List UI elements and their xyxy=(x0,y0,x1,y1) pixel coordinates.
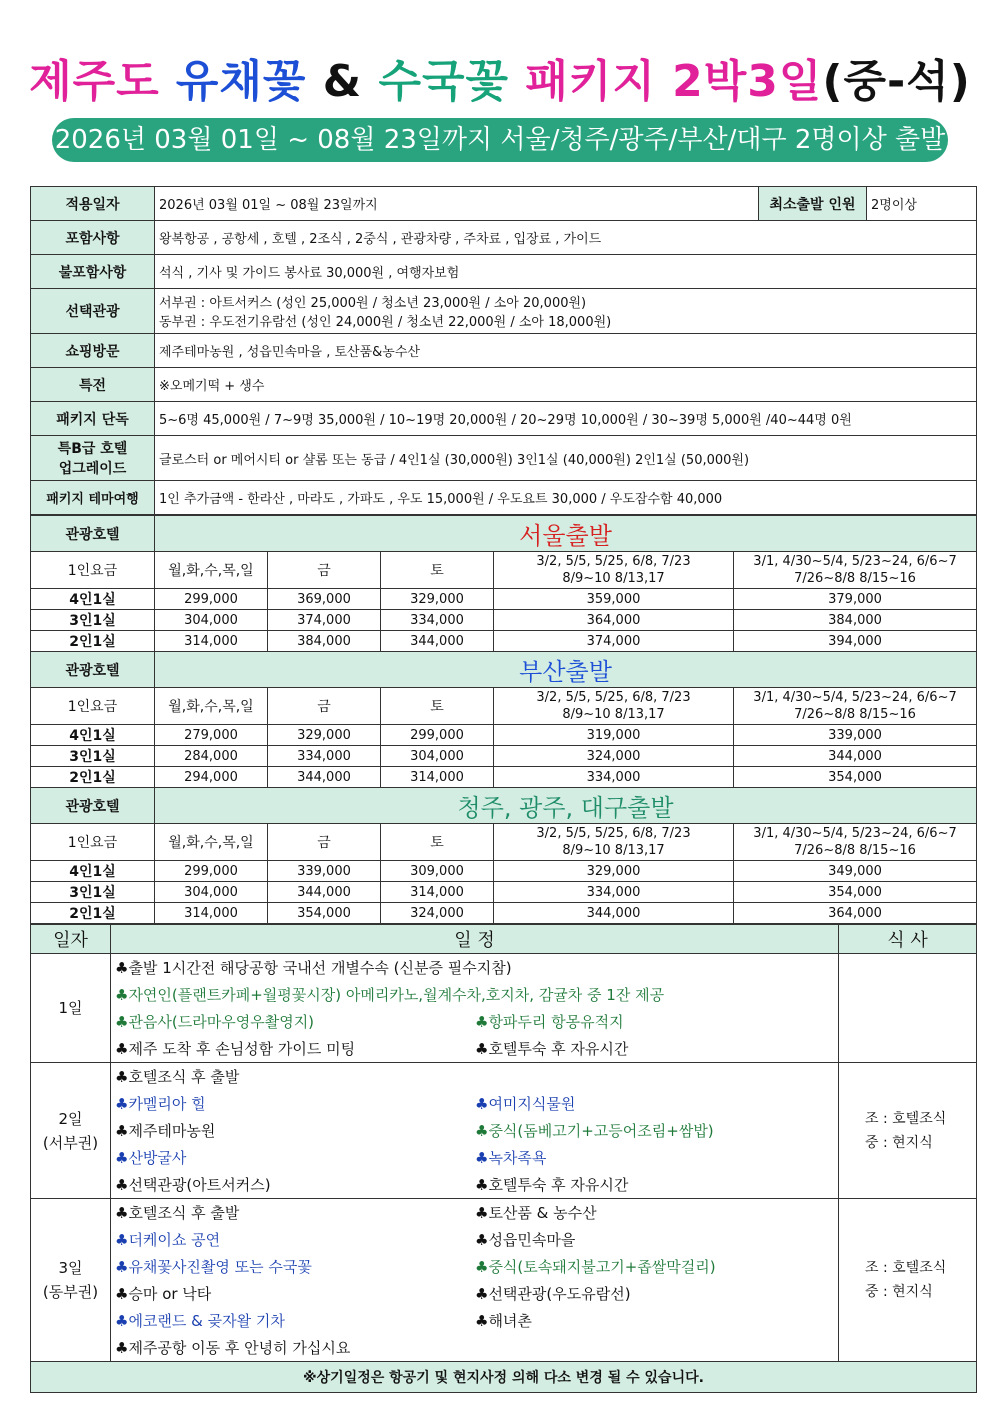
plan-item: ♣호텔투숙 후 자유시간 xyxy=(475,1176,629,1194)
price-cell: 344,000 xyxy=(494,903,734,924)
plan-item: ♣해녀촌 xyxy=(475,1312,532,1330)
col-saturday: 토 xyxy=(381,552,494,589)
per-person-label: 1인요금 xyxy=(31,688,155,725)
price-cell: 344,000 xyxy=(268,767,381,788)
plan-item: ♣녹차족욕 xyxy=(475,1149,547,1167)
col-weekday: 월,화,수,목,일 xyxy=(155,824,268,861)
price-cell: 314,000 xyxy=(155,903,268,924)
room-type: 2인1실 xyxy=(31,903,155,924)
price-cell: 339,000 xyxy=(268,861,381,882)
price-cell: 324,000 xyxy=(494,746,734,767)
upgrade-label-line: 업그레이드 xyxy=(58,461,127,477)
day-2 xyxy=(31,1063,111,1199)
room-type: 4인1실 xyxy=(31,725,155,746)
meal-item: 조 : 호텔조식 xyxy=(865,1110,947,1127)
price-cell: 339,000 xyxy=(734,725,977,746)
peak-dates: 3/1, 4/30~5/4, 5/23~24, 6/6~7 xyxy=(753,690,957,705)
itin-head-plan: 일 정 xyxy=(111,925,839,954)
price-cell: 299,000 xyxy=(381,725,494,746)
plan-item: ♣항파두리 항몽유적지 xyxy=(475,1013,624,1031)
opt-label: 선택관광 xyxy=(31,289,155,334)
peak-dates: 3/2, 5/5, 5/25, 6/8, 7/23 xyxy=(536,554,691,569)
day-sub: (동부권) xyxy=(42,1283,99,1301)
peak-dates: 7/26~8/8 8/15~16 xyxy=(794,571,916,586)
plan-item: ♣자연인(플랜트카페+월평꽃시장) 아메리카노,월계수차,호지차, 감귤차 중 1잔 제공 xyxy=(115,986,665,1004)
incl-value: 왕복항공 , 공항세 , 호텔 , 2조식 , 2중식 , 관광차량 , 주차료 , 입장료 , 가이드 xyxy=(155,221,977,255)
price-cell: 344,000 xyxy=(734,746,977,767)
plan-item: ♣출발 1시간전 해당공항 국내선 개별수속 (신분증 필수지참) xyxy=(115,959,512,977)
upgrade-value: 글로스터 or 메어시티 or 샬롬 또는 동급 / 4인1실 (30,000원) 3인1실 (40,000원) 2인1실 (50,000원) xyxy=(155,436,977,481)
col-peak1 xyxy=(494,824,734,861)
col-friday: 금 xyxy=(268,824,381,861)
day-2-plan xyxy=(111,1063,839,1199)
day-3 xyxy=(31,1199,111,1362)
price-cell: 324,000 xyxy=(381,903,494,924)
peak-dates: 8/9~10 8/13,17 xyxy=(562,571,665,586)
plan-item: ♣제주테마농원 xyxy=(115,1122,216,1140)
plan-item: ♣승마 or 낙타 xyxy=(115,1285,212,1303)
theme-label: 패키지 테마여행 xyxy=(31,481,155,515)
room-type: 3인1실 xyxy=(31,610,155,631)
plan-item: ♣호텔조식 후 출발 xyxy=(115,1204,240,1222)
title-part: 수국꽃 xyxy=(378,56,526,107)
opt-value xyxy=(155,289,977,334)
room-type: 4인1실 xyxy=(31,861,155,882)
price-cell: 384,000 xyxy=(734,610,977,631)
price-cell: 304,000 xyxy=(381,746,494,767)
col-weekday: 월,화,수,목,일 xyxy=(155,688,268,725)
price-cell: 354,000 xyxy=(734,882,977,903)
plan-item: ♣카멜리아 힐 xyxy=(115,1095,206,1113)
package-sheet xyxy=(30,186,976,1393)
plan-item: ♣호텔투숙 후 자유시간 xyxy=(475,1040,629,1058)
price-cell: 359,000 xyxy=(494,589,734,610)
price-cell: 309,000 xyxy=(381,861,494,882)
peak-dates: 3/2, 5/5, 5/25, 6/8, 7/23 xyxy=(536,690,691,705)
meal-item: 중 : 현지식 xyxy=(865,1284,933,1300)
price-cell: 299,000 xyxy=(155,861,268,882)
info-table xyxy=(30,186,977,515)
price-cell: 329,000 xyxy=(494,861,734,882)
period-label: 적용일자 xyxy=(31,187,155,221)
day-3-meal xyxy=(839,1199,977,1362)
price-cell: 344,000 xyxy=(268,882,381,903)
day-sub: (서부권) xyxy=(42,1133,99,1152)
col-peak2 xyxy=(734,688,977,725)
excl-label: 불포함사항 xyxy=(31,255,155,289)
day-label: 3일 xyxy=(58,1259,83,1277)
plan-item: ♣토산품 & 농수산 xyxy=(475,1204,597,1222)
day-label: 2일 xyxy=(58,1109,83,1128)
plan-item: ♣여미지식물원 xyxy=(475,1095,576,1113)
price-cell: 334,000 xyxy=(381,610,494,631)
plan-item: ♣제주공항 이동 후 안녕히 가십시요 xyxy=(115,1339,351,1357)
room-type: 2인1실 xyxy=(31,767,155,788)
col-peak2 xyxy=(734,552,977,589)
price-cell: 284,000 xyxy=(155,746,268,767)
title-part: (중-석) xyxy=(822,56,971,107)
itin-head-meal: 식 사 xyxy=(839,925,977,954)
plan-item: ♣중식(토속돼지불고기+좁쌀막걸리) xyxy=(475,1258,716,1276)
per-person-label: 1인요금 xyxy=(31,552,155,589)
price-cell: 374,000 xyxy=(494,631,734,652)
price-cell: 329,000 xyxy=(268,725,381,746)
price-cell: 314,000 xyxy=(381,882,494,903)
col-friday: 금 xyxy=(268,552,381,589)
plan-item: ♣관음사(드라마우영우촬영지) xyxy=(115,1013,315,1031)
price-cell: 304,000 xyxy=(155,882,268,903)
price-cell: 334,000 xyxy=(494,882,734,903)
peak-dates: 7/26~8/8 8/15~16 xyxy=(794,843,916,858)
price-cell: 294,000 xyxy=(155,767,268,788)
day-2-meal xyxy=(839,1063,977,1199)
price-cell: 279,000 xyxy=(155,725,268,746)
peak-dates: 3/1, 4/30~5/4, 5/23~24, 6/6~7 xyxy=(753,826,957,841)
departure-title: 청주, 광주, 대구출발 xyxy=(155,788,977,824)
period-banner: 2026년 03월 01일 ~ 08월 23일까지 서울/청주/광주/부산/대구 2명이상 출발 xyxy=(52,118,948,162)
period-value: 2026년 03월 01일 ~ 08월 23일까지 xyxy=(155,187,759,221)
price-cell: 369,000 xyxy=(268,589,381,610)
price-cell: 314,000 xyxy=(381,767,494,788)
upgrade-label xyxy=(31,436,155,481)
col-peak1 xyxy=(494,688,734,725)
price-cell: 314,000 xyxy=(155,631,268,652)
day-3-plan xyxy=(111,1199,839,1362)
room-type: 3인1실 xyxy=(31,882,155,903)
price-cell: 364,000 xyxy=(494,610,734,631)
peak-dates: 7/26~8/8 8/15~16 xyxy=(794,707,916,722)
group-label: 패키지 단독 xyxy=(31,402,155,436)
price-cell: 379,000 xyxy=(734,589,977,610)
title-part: & xyxy=(322,56,379,107)
opt-line: 서부권 : 아트서커스 (성인 25,000원 / 청소년 23,000원 / 소아 20,000원) xyxy=(159,296,587,311)
price-cell: 364,000 xyxy=(734,903,977,924)
title-part: 제주도 xyxy=(29,56,176,107)
price-cell: 334,000 xyxy=(494,767,734,788)
price-cell: 349,000 xyxy=(734,861,977,882)
plan-item: ♣유채꽃사진촬영 또는 수국꽃 xyxy=(115,1258,312,1276)
col-saturday: 토 xyxy=(381,688,494,725)
title-part: 유채꽃 xyxy=(175,56,323,107)
price-cell: 304,000 xyxy=(155,610,268,631)
price-table xyxy=(30,515,977,924)
price-cell: 329,000 xyxy=(381,589,494,610)
hotel-label: 관광호텔 xyxy=(31,652,155,688)
peak-dates: 8/9~10 8/13,17 xyxy=(562,707,665,722)
departure-title: 부산출발 xyxy=(155,652,977,688)
plan-item: ♣에코랜드 & 곶자왈 기차 xyxy=(115,1312,285,1330)
peak-dates: 3/1, 4/30~5/4, 5/23~24, 6/6~7 xyxy=(753,554,957,569)
title-part: 패키지 xyxy=(525,56,673,107)
price-cell: 344,000 xyxy=(381,631,494,652)
itin-head-day: 일자 xyxy=(31,925,111,954)
col-saturday: 토 xyxy=(381,824,494,861)
meal-item: 중 : 현지식 xyxy=(865,1134,933,1151)
day-1-meal xyxy=(839,954,977,1063)
price-cell: 354,000 xyxy=(734,767,977,788)
departure-title: 서울출발 xyxy=(155,516,977,552)
theme-value: 1인 추가금액 - 한라산 , 마라도 , 가파도 , 우도 15,000원 / 우도요트 30,000 / 우도잠수함 40,000 xyxy=(155,481,977,515)
plan-item: ♣성읍민속마을 xyxy=(475,1231,576,1249)
price-cell: 319,000 xyxy=(494,725,734,746)
itinerary-note: ※상기일정은 항공기 및 현지사정 의해 다소 변경 될 수 있습니다. xyxy=(31,1362,977,1393)
plan-item: ♣호텔조식 후 출발 xyxy=(115,1068,240,1086)
min-label: 최소출발 인원 xyxy=(759,187,867,221)
price-cell: 334,000 xyxy=(268,746,381,767)
price-cell: 299,000 xyxy=(155,589,268,610)
room-type: 3인1실 xyxy=(31,746,155,767)
plan-item: ♣선택관광(아트서커스) xyxy=(115,1176,271,1194)
itinerary-table xyxy=(30,924,977,1393)
price-cell: 354,000 xyxy=(268,903,381,924)
price-cell: 394,000 xyxy=(734,631,977,652)
excl-value: 석식 , 기사 및 가이드 봉사료 30,000원 , 여행자보험 xyxy=(155,255,977,289)
price-cell: 374,000 xyxy=(268,610,381,631)
col-weekday: 월,화,수,목,일 xyxy=(155,552,268,589)
shop-value: 제주테마농원 , 성읍민속마을 , 토산품&농수산 xyxy=(155,334,977,368)
hotel-label: 관광호텔 xyxy=(31,516,155,552)
per-person-label: 1인요금 xyxy=(31,824,155,861)
plan-item: ♣산방굴사 xyxy=(115,1149,187,1167)
col-peak1 xyxy=(494,552,734,589)
peak-dates: 3/2, 5/5, 5/25, 6/8, 7/23 xyxy=(536,826,691,841)
plan-item: ♣선택관광(우도유람선) xyxy=(475,1285,631,1303)
gift-label: 특전 xyxy=(31,368,155,402)
gift-value: ※오메기떡 + 생수 xyxy=(155,368,977,402)
col-friday: 금 xyxy=(268,688,381,725)
group-value: 5~6명 45,000원 / 7~9명 35,000원 / 10~19명 20,000원 / 20~29명 10,000원 / 30~39명 5,000원 /40~44명 0원 xyxy=(155,402,977,436)
page-title xyxy=(0,52,1000,112)
shop-label: 쇼핑방문 xyxy=(31,334,155,368)
min-value: 2명이상 xyxy=(867,187,977,221)
peak-dates: 8/9~10 8/13,17 xyxy=(562,843,665,858)
plan-item: ♣중식(돔베고기+고등어조림+쌈밥) xyxy=(475,1122,714,1140)
room-type: 2인1실 xyxy=(31,631,155,652)
hotel-label: 관광호텔 xyxy=(31,788,155,824)
plan-item: ♣제주 도착 후 손님성함 가이드 미팅 xyxy=(115,1040,356,1058)
room-type: 4인1실 xyxy=(31,589,155,610)
day-1-plan xyxy=(111,954,839,1063)
upgrade-label-line: 특B급 호텔 xyxy=(57,441,128,457)
day-1: 1일 xyxy=(31,954,111,1063)
plan-item: ♣더케이쇼 공연 xyxy=(115,1231,221,1249)
opt-line: 동부권 : 우도전기유람선 (성인 24,000원 / 청소년 22,000원 / 소아 18,000원) xyxy=(159,315,612,330)
title-part: 2박3일 xyxy=(672,56,823,107)
meal-item: 조 : 호텔조식 xyxy=(865,1260,947,1276)
incl-label: 포함사항 xyxy=(31,221,155,255)
price-cell: 384,000 xyxy=(268,631,381,652)
col-peak2 xyxy=(734,824,977,861)
